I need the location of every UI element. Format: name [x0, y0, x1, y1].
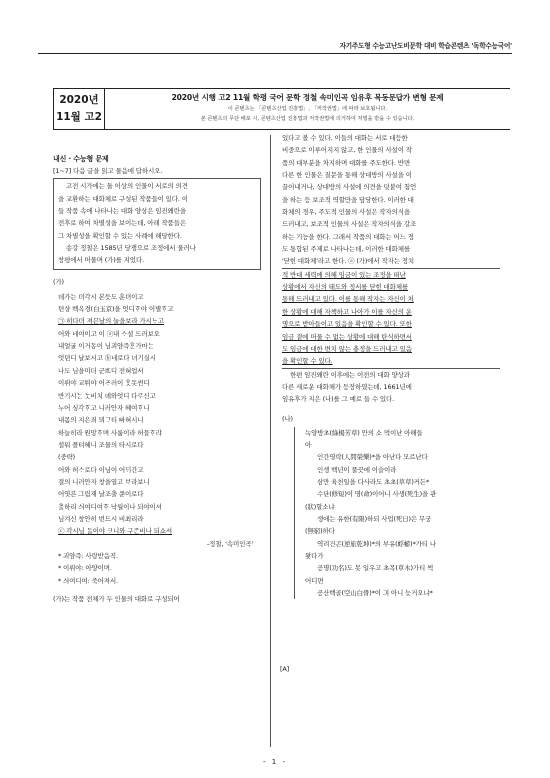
- poem-line: 내몸의 지은죄 뫼ᄀᆞ티 ᄡᅡ혀시니: [58, 416, 144, 425]
- poem-line-underlined: ㉠ 히다뎌 져믄날의 눌을보라 가시ᄂᆞ고: [58, 317, 164, 326]
- poem-line: 인생 백년이 풀끗에 이슬이라: [317, 465, 397, 474]
- underlined-line: 명으로 받아들이고 있음을 확인할 수 있다. 또한: [282, 320, 412, 329]
- body-line: 드러내고, 보조적 인물의 사설은 작자의식을 강조: [282, 220, 417, 229]
- underlined-line: 임금 곁에 머물 수 없는 상황에 대해 탄식하면서: [282, 332, 412, 341]
- poem-line: 공명(功名)도 못 일우고 초목(草木)가티 썩: [317, 564, 434, 573]
- right-column: [280, 132, 500, 673]
- underlined-line: 한 상황에 대해 자책하고 나아가 이를 자신의 운: [282, 307, 412, 316]
- poem-label-ga: (가): [53, 277, 64, 286]
- copyright-line-2: 본 콘텐츠의 무단 배포 시, 콘텐츠산업 진흥법과 저작권법에 의거하여 처벌을 받을 수 있습니다.: [200, 116, 415, 122]
- poem-line: 어와 네여이고 이 ⓐ내 ᄉᆞ셜 드러보오: [58, 329, 160, 338]
- poem-na-box: [280, 427, 500, 673]
- poem-line: 셜워 플텨혜니 조물의 타시로다: [58, 440, 144, 449]
- poem-line: 데가는 뎌각시 본듯도 훈뎌이고: [58, 292, 144, 301]
- grade-label: 11월 고2: [56, 111, 102, 123]
- underlined-line: 적 반대 세력에 의해 임금이 있는 조정을 떠난: [282, 270, 406, 279]
- intro-line: 창평에서 머물며 (가)를 지었다.: [58, 256, 144, 265]
- body-line: 하는 기능을 한다. 그래서 작품의 대화는 어느 정: [282, 232, 414, 241]
- poem-line: 님겨신 창안히 번드시 비최리라: [58, 514, 144, 523]
- poem-label-na: (나): [282, 414, 293, 423]
- poem-line: 엇뎐디 날보시고 ⓑ네로다 녀기실시: [58, 354, 156, 363]
- intro-line: 전후로 하여 차별성을 보이는데, 아래 작품들은: [58, 219, 186, 228]
- poem-line: 어엿븐 그림재 날조출 ᄲᅮᆫ이로다: [58, 490, 144, 499]
- body-line: '닫힌 대화체'라고 한다. ⓐ (가)에서 작자는 정치: [282, 257, 415, 266]
- footnote: * 괴얌즉: 사랑받음직.: [58, 551, 118, 560]
- body-line: 화체의 경우, 주도적 인물의 사설은 작자의식을: [282, 208, 410, 217]
- instruction: [1~7] 다음 글을 읽고 물음에 답하시오.: [53, 167, 163, 175]
- poem-line: 어디면: [305, 576, 324, 585]
- poem-line: 삼만 육천일을 다사라도 초초(草草)커든*: [317, 477, 430, 486]
- body-line: 도 통합된 주제로 나타나는데, 이러한 대화체를: [282, 245, 410, 254]
- poem-line: 공산백골(空山白骨)*이 긔 아니 늣거오냐*: [317, 589, 433, 598]
- title-area: [105, 88, 510, 130]
- poem-line: (狀)할소냐: [305, 502, 335, 511]
- poem-line: 반기시ᄂᆞᆫ ᄂᆞᆺ비치 녜와엇디 다ᄅᆞ신고: [58, 391, 156, 400]
- footnote: * 싀여디여: 죽어져서.: [58, 576, 118, 585]
- underlined-line: 을 확인할 수 있다.: [282, 357, 333, 366]
- intro-line: 고전 시가에는 둘 이상의 인물이 서로의 의견: [66, 182, 188, 191]
- poem-line: 녹양방초(綠楊芳草) 안의 소 먹이난 아해들: [305, 428, 423, 437]
- left-column: [53, 147, 261, 605]
- underlined-line: 상황에서 자신의 태도와 정서를 닫힌 대화체를: [282, 283, 409, 292]
- poem-line: 하늘히라 원망ᄒᆞ며 사룸이라 허믈ᄒᆞ랴: [58, 428, 162, 437]
- underlined-passage: [282, 268, 500, 369]
- footnote: * 이뤼야: 아양이며.: [58, 564, 112, 573]
- bracket-label-a: [A]: [280, 664, 290, 673]
- intro-line: 그 차별성을 확인할 수 있는 사례에 해당한다.: [58, 231, 182, 240]
- header-rule: [38, 53, 512, 54]
- year-label: 2020년: [59, 94, 99, 106]
- poem-line: 텬샹 백옥경(白玉京)을 엇디ᄒᆞ야 이별ᄒᆞ고: [58, 305, 174, 314]
- poem-line: 왓다가: [305, 552, 324, 560]
- poem-line: 역려건곤(逆旅乾坤)*의 부유(蜉蝣)*가티 나: [317, 539, 436, 548]
- poem-line: 내얼굴 이거동이 님괴얌즉ᄒᆞᆫ가마ᄂᆞᆫ: [58, 342, 154, 351]
- intro-line: 들 작품 속에 나타나는 대화 양상은 임진왜란을: [58, 207, 186, 216]
- poem-line: 나도 님을미더 군ᄠᅳ디 전혀업서: [58, 366, 144, 375]
- body-line: 품의 대부분을 차지하며 대화를 주도한다. 반면: [282, 158, 410, 167]
- underlined-line: 도 임금에 대한 변치 않는 충정을 드러내고 있음: [282, 344, 412, 353]
- body-line: (가)는 작품 전체가 두 인물의 대화로 구성되어: [53, 595, 180, 603]
- intro-line: 송강 정철은 1585년 당쟁으로 조정에서 물러나: [66, 244, 196, 253]
- intro-line: 을 교환하는 대화체로 구성된 작품들이 있다. 이: [58, 194, 188, 203]
- poem-line: 결의 니러안자 창을열고 ᄇᆞ라보니: [58, 477, 150, 486]
- poem-line: ᄎᆞᆯ하리 싀여디여ᄒᆞ 낙월이나 되야이셔: [58, 502, 162, 511]
- body-line: 임유후가 지은 (나)를 그 예로 들 수 있다.: [282, 395, 395, 404]
- intro-box: [53, 178, 261, 269]
- body-line: 한편 임진왜란 이후에는 이전의 대화 양상과: [290, 370, 410, 379]
- header-text: 자기주도형 수능고난도비문학 대비 학습콘텐츠 '독학수능국어': [339, 42, 512, 50]
- body-line: 있다고 볼 수 있다. 이들의 대화는 서로 대등한: [282, 134, 408, 142]
- poem-line: 누어 싱각ᄒᆞ고 니러안자 혜여ᄒᆞ니: [58, 403, 150, 412]
- poem-line: 수단(修短)이 명(命)이어니 사생(死生)을 관: [317, 490, 437, 499]
- poem-line: 아: [305, 440, 312, 449]
- body-line: 다른 새로운 대화체가 등장하였는데, 1661년에: [282, 382, 412, 391]
- underlined-line: 통해 드러내고 있다. 이를 통해 작자는 자신이 처: [282, 295, 414, 304]
- section-title: 내신 · 수능형 문제: [53, 155, 109, 163]
- poem-line-underlined: ⓒ 각시님 ᄃᆞᆯ이야 ᄏᆞ니와 구ᄌᆞᆫ비나 되쇼셔: [58, 527, 172, 536]
- poem-line: (중략): [58, 453, 76, 462]
- poem-line: 어와 허ᄉᆞ로다 이님이 어ᄃᆡ간고: [58, 465, 144, 474]
- body-line: 을 하는 등 보조적 역할만을 담당한다. 이러한 대: [282, 195, 414, 204]
- document-title: 2020년 시행 고2 11월 학평 국어 문학 정철 속미인곡 임유후 목동문답가 변형 문제: [171, 93, 444, 102]
- poem-line: 생애는 유한(有限)하되 사업(死日)은 무궁: [317, 514, 432, 523]
- body-line: 다른 한 인물은 질문을 통해 상대방의 사설을 이: [282, 171, 412, 180]
- page-number: - 1 -: [263, 758, 287, 766]
- body-line: 비중으로 이루어지지 않고, 한 인물의 사설이 작: [282, 146, 412, 155]
- poem-source: -정철, '속미인곡': [206, 539, 253, 548]
- poem-line: 이뤼야 교튀야 어ᄌᆞ러이 ᄒᆞᆺ돗썬디: [58, 379, 150, 388]
- body-line: 끌어내거나, 상대방의 사설에 의견을 덧붙여 첨언: [282, 183, 417, 192]
- year-box: [53, 88, 105, 130]
- poem-line: 인간영락(人間榮樂)*을 아난다 모르난다: [317, 453, 428, 462]
- column-divider: [270, 135, 271, 747]
- copyright-line-1: 이 콘텐츠는 「콘텐츠산업 진흥법」, 「저작권법」에 따라 보호됩니다.: [227, 106, 388, 112]
- poem-line: (無窮)하다: [305, 527, 335, 536]
